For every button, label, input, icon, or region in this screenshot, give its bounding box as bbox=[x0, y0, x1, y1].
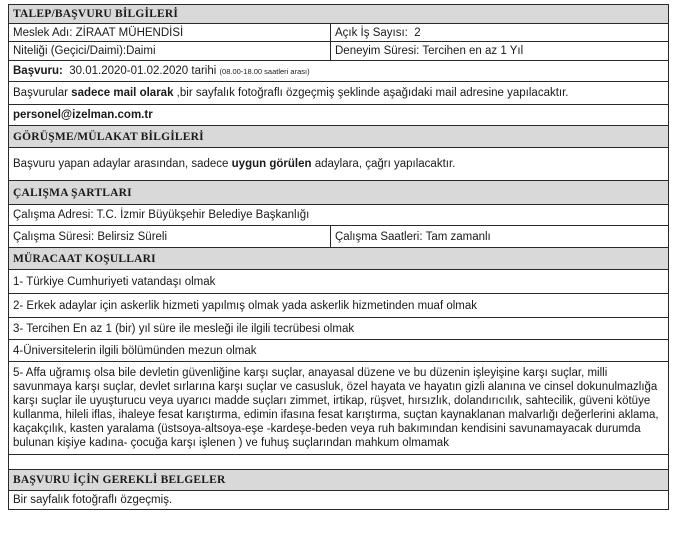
duration-label: Çalışma Süresi: bbox=[13, 230, 95, 243]
address-cell bbox=[9, 205, 669, 226]
profession-value: ZİRAAT MÜHENDİSİ bbox=[75, 26, 184, 39]
nature-cell bbox=[9, 42, 331, 61]
interview-text-post: adaylara, çağrı yapılacaktır. bbox=[314, 158, 456, 170]
duration-cell bbox=[9, 226, 331, 248]
trial-cell bbox=[331, 42, 669, 61]
requirement-item: 1- Türkiye Cumhuriyeti vatandaşı olmak bbox=[9, 270, 669, 294]
requirement-item: 5- Affa uğramış olsa bile devletin güvenliğine karşı suçlar, anayasal düzene ve bu düzenin işleyişine karşı suçlar, milli savunmaya karşı suçlar, devlet sırlarına karşı suçlar ve casusluk, özel hayata ve hayatın gizli alanına ve cinsel dokunulmazlığa karşı suçlar ile uyuşturucu veya uyarıcı madde suçları zimmet, irtikap, rüşvet, hırsızlık, dolandırıcılık, sahtecilik, güveni kötüye kullanma, hileli iflas, ihaleye fesat karıştırma, edimin ifasına fesat karıştırma, suçtan kaynaklanan malvarlığı değerlerini aklama, kaçakçılık, kasten yaralama (üstsoya-altsoya-eşe -kardeşe-beden veya ruh bakımından kendisini savunamayacak durumda bulunan kişiye kadına- çocuğa karşı işlenen ) ve fuhuş suçlarından mahkum olmamak bbox=[9, 362, 669, 455]
apply-hours: (08.00-18.00 saatleri arası) bbox=[219, 66, 310, 76]
apply-dates: 30.01.2020-01.02.2020 tarihi bbox=[69, 64, 217, 77]
hours-value: Tam zamanlı bbox=[425, 230, 491, 243]
section-title-application: TALEP/BAŞVURU BİLGİLERİ bbox=[9, 5, 669, 24]
blank-row bbox=[9, 455, 669, 470]
duration-value: Belirsiz Süreli bbox=[97, 230, 168, 243]
section-title-interview: GÖRÜŞME/MÜLAKAT BİLGİLERİ bbox=[9, 126, 669, 148]
interview-text-cell bbox=[9, 148, 669, 181]
apply-label: Başvuru: bbox=[13, 64, 63, 77]
document-item: Bir sayfalık fotoğraflı özgeçmiş. bbox=[9, 491, 669, 510]
mail-note-cell bbox=[9, 82, 669, 105]
requirement-item: 3- Tercihen En az 1 (bir) yıl süre ile mesleği ile ilgili tecrübesi olmak bbox=[9, 318, 669, 340]
mail-note-post: ,bir sayfalık fotoğraflı özgeçmiş şeklinde aşağıdaki mail adresine yapılacaktır. bbox=[176, 87, 569, 99]
openings-label: Açık İş Sayısı: bbox=[335, 26, 408, 39]
openings-value: 2 bbox=[414, 26, 421, 39]
hours-cell bbox=[331, 226, 669, 248]
hours-label: Çalışma Saatleri: bbox=[335, 230, 423, 243]
email-cell bbox=[9, 105, 669, 126]
section-title-requirements: MÜRACAAT KOŞULLARI bbox=[9, 248, 669, 270]
form-table bbox=[8, 4, 669, 510]
trial-value: Tercihen en az 1 Yıl bbox=[422, 45, 524, 57]
address-value: T.C. İzmir Büyükşehir Belediye Başkanlığı bbox=[96, 209, 310, 221]
profession-cell bbox=[9, 24, 331, 42]
mail-note-bold: sadece mail olarak bbox=[71, 87, 174, 99]
apply-dates-cell bbox=[9, 61, 669, 82]
address-label: Çalışma Adresi: bbox=[13, 209, 94, 221]
trial-label: Deneyim Süresi: bbox=[335, 45, 420, 57]
nature-label: Niteliği (Geçici/Daimi): bbox=[13, 45, 127, 57]
interview-text-pre: Başvuru yapan adaylar arasından, sadece bbox=[13, 158, 229, 170]
openings-cell bbox=[331, 24, 669, 42]
nature-value: Daimi bbox=[126, 45, 156, 57]
profession-label: Meslek Adı: bbox=[13, 26, 73, 39]
section-title-conditions: ÇALIŞMA ŞARTLARI bbox=[9, 181, 669, 205]
section-title-documents: BAŞVURU İÇİN GEREKLİ BELGELER bbox=[9, 470, 669, 491]
contact-email: personel@izelman.com.tr bbox=[13, 109, 153, 121]
requirement-item: 4-Üniversitelerin ilgili bölümünden mezun olmak bbox=[9, 340, 669, 362]
requirement-item: 2- Erkek adaylar için askerlik hizmeti yapılmış olmak yada askerlik hizmetinden muaf olmak bbox=[9, 294, 669, 318]
job-posting-form bbox=[8, 4, 668, 510]
mail-note-pre: Başvurular bbox=[13, 87, 68, 99]
interview-text-bold: uygun görülen bbox=[231, 158, 312, 170]
